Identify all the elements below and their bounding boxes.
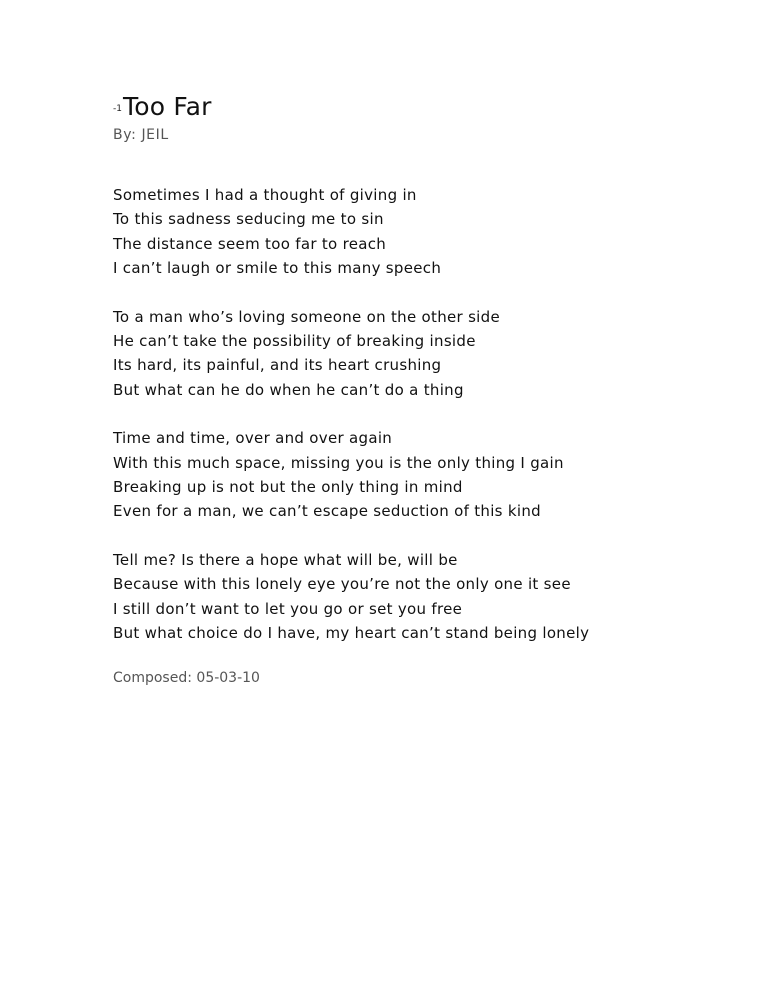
poem-line: I can’t laugh or smile to this many speech (113, 259, 442, 278)
composed-line (113, 670, 733, 686)
poem-title: Too Far (122, 92, 212, 121)
title-line (113, 92, 733, 126)
poem-line: But what can he do when he can’t do a thing (113, 380, 464, 399)
poem-line: I still don’t want to let you go or set you free (113, 599, 463, 618)
poem-line: He can’t take the possibility of breaking inside (113, 332, 476, 351)
poem-page (113, 92, 733, 686)
poem-line: Tell me? Is there a hope what will be, will be (113, 550, 458, 569)
composed-date: 05-03-10 (196, 669, 260, 686)
stanza-3 (113, 426, 733, 524)
poem-line: Because with this lonely eye you’re not the only one it see (113, 575, 571, 594)
poem-line: With this much space, missing you is the only thing I gain (113, 453, 564, 472)
author-label: By: (113, 127, 137, 143)
poem-line: The distance seem too far to reach (113, 234, 387, 253)
author-name: JEIL (141, 127, 169, 143)
poem-body (113, 183, 733, 646)
poem-line: Sometimes I had a thought of giving in (113, 186, 417, 204)
stanza-2 (113, 305, 733, 403)
poem-line: Its hard, its painful, and its heart crushing (113, 356, 442, 375)
stanza-4 (113, 548, 733, 646)
poem-line: Breaking up is not but the only thing in mind (113, 478, 463, 497)
poem-line: But what choice do I have, my heart can’t stand being lonely (113, 624, 590, 643)
author-line (113, 127, 733, 147)
composed-label: Composed: (113, 669, 192, 686)
poem-line: Time and time, over and over again (113, 429, 393, 448)
page-number: -1 (113, 104, 122, 114)
poem-line: Even for a man, we can’t escape seduction of this kind (113, 502, 541, 521)
stanza-1 (113, 183, 733, 281)
poem-line: To this sadness seducing me to sin (113, 210, 384, 229)
poem-line: To a man who’s loving someone on the other side (113, 307, 500, 326)
